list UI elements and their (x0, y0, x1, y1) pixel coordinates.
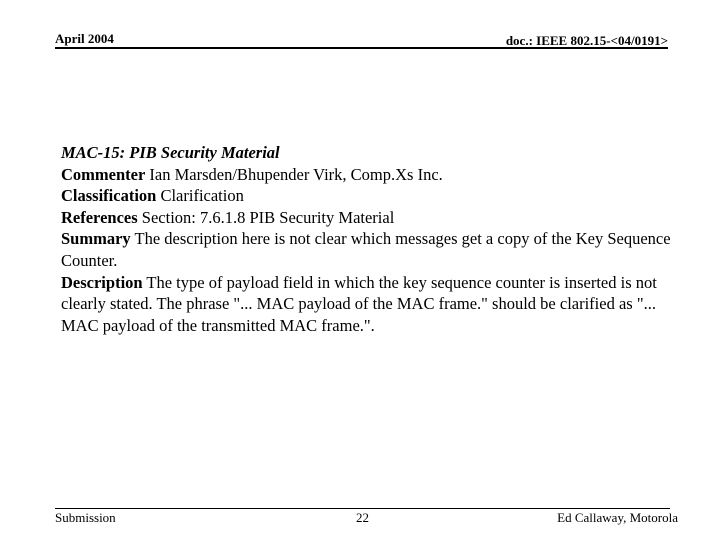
header-date: April 2004 (55, 31, 114, 46)
footer-author: Ed Callaway, Motorola (557, 510, 678, 525)
comment-title: MAC-15: PIB Security Material (61, 143, 280, 162)
references-label: References (61, 207, 138, 227)
description-line (61, 272, 681, 337)
references-line (61, 207, 681, 229)
comment-body (61, 142, 681, 336)
classification-value: Clarification (156, 186, 244, 206)
summary-label: Summary (61, 229, 131, 249)
references-value: Section: 7.6.1.8 PIB Security Material (137, 207, 395, 227)
commenter-line (61, 164, 681, 186)
description-label: Description (61, 272, 143, 292)
description-value: The type of payload field in which the key sequence counter is inserted is not clearly stated. The phrase "... MAC payload of the MAC frame." should be clarified as "... MAC payload of the transmitted MAC frame.". (61, 272, 657, 335)
summary-line (61, 228, 681, 271)
footer-submission: Submission (55, 510, 116, 525)
summary-value: The description here is not clear which messages get a copy of the Key Sequence Counter. (61, 229, 671, 270)
header-doc-id: doc.: IEEE 802.15-<04/0191> (505, 33, 668, 48)
commenter-value: Ian Marsden/Bhupender Virk, Comp.Xs Inc. (145, 164, 443, 184)
footer-divider (55, 508, 670, 509)
commenter-label: Commenter (61, 164, 146, 184)
header-divider (55, 47, 668, 49)
page-number: 22 (356, 510, 369, 525)
classification-label: Classification (61, 186, 157, 206)
classification-line (61, 185, 681, 207)
